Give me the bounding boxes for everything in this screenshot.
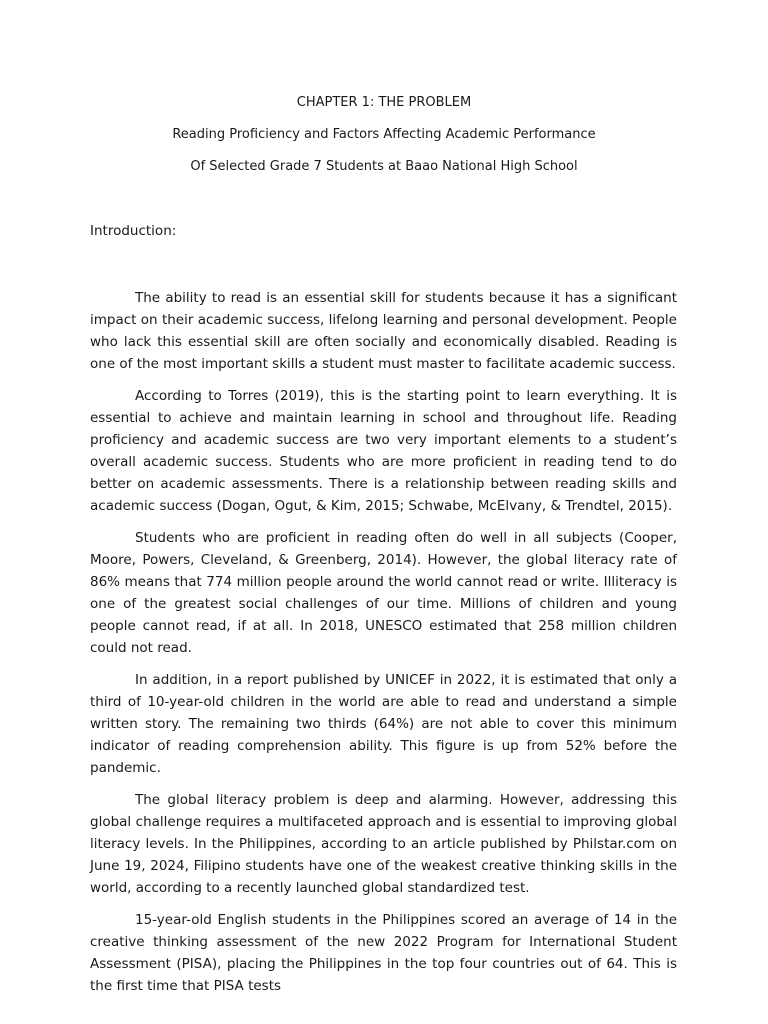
paragraph-3: Students who are proficient in reading often do well in all subjects (Cooper, Moore, Powers, Cleveland, & Greenberg, 2014). However, the global literacy rate of 86% means that 774 million people around the world cannot read or write. Illiteracy is one of the greatest social challenges of our time. Millions of children and young people cannot read, if at all. In 2018, UNESCO estimated that 258 million children could not read. bbox=[90, 530, 677, 656]
paragraph-5: The global literacy problem is deep and alarming. However, addressing this global challenge requires a multifaceted approach and is essential to improving global literacy levels. In the Philippines, according to an article published by Philstar.com on June 19, 2024, Filipino students have one of the weakest creative thinking skills in the world, according to a recently launched global standardized test. bbox=[90, 792, 677, 896]
chapter-title: CHAPTER 1: THE PROBLEM bbox=[296, 95, 472, 110]
study-title-line-2: Of Selected Grade 7 Students at Baao National High School bbox=[190, 159, 578, 174]
paragraph-4: In addition, in a report published by UNICEF in 2022, it is estimated that only a third of 10-year-old children in the world are able to read and understand a simple written story. The remaining two thirds (64%) are not able to cover this minimum indicator of reading comprehension ability. This figure is up from 52% before the pandemic. bbox=[90, 672, 677, 776]
study-title-line-1: Reading Proficiency and Factors Affecting Academic Performance bbox=[172, 127, 596, 142]
paragraph-6: 15-year-old English students in the Philippines scored an average of 14 in the creative thinking assessment of the new 2022 Program for International Student Assessment (PISA), placing the Philippines in the top four countries out of 64. This is the first time that PISA tests bbox=[90, 912, 677, 994]
paragraph-1: The ability to read is an essential skill for students because it has a significant impact on their academic success, lifelong learning and personal development. People who lack this essential skill are often socially and economically disabled. Reading is one of the most important skills a student must master to facilitate academic success. bbox=[90, 290, 677, 372]
paragraph-2: According to Torres (2019), this is the starting point to learn everything. It is essential to achieve and maintain learning in school and throughout life. Reading proficiency and academic success are two very important elements to a student’s overall academic success. Students who are more proficient in reading tend to do better on academic assessments. There is a relationship between reading skills and academic success (Dogan, Ogut, & Kim, 2015; Schwabe, McElvany, & Trendtel, 2015). bbox=[90, 388, 677, 514]
section-heading-introduction: Introduction: bbox=[90, 223, 177, 239]
introduction-body bbox=[90, 287, 677, 1007]
